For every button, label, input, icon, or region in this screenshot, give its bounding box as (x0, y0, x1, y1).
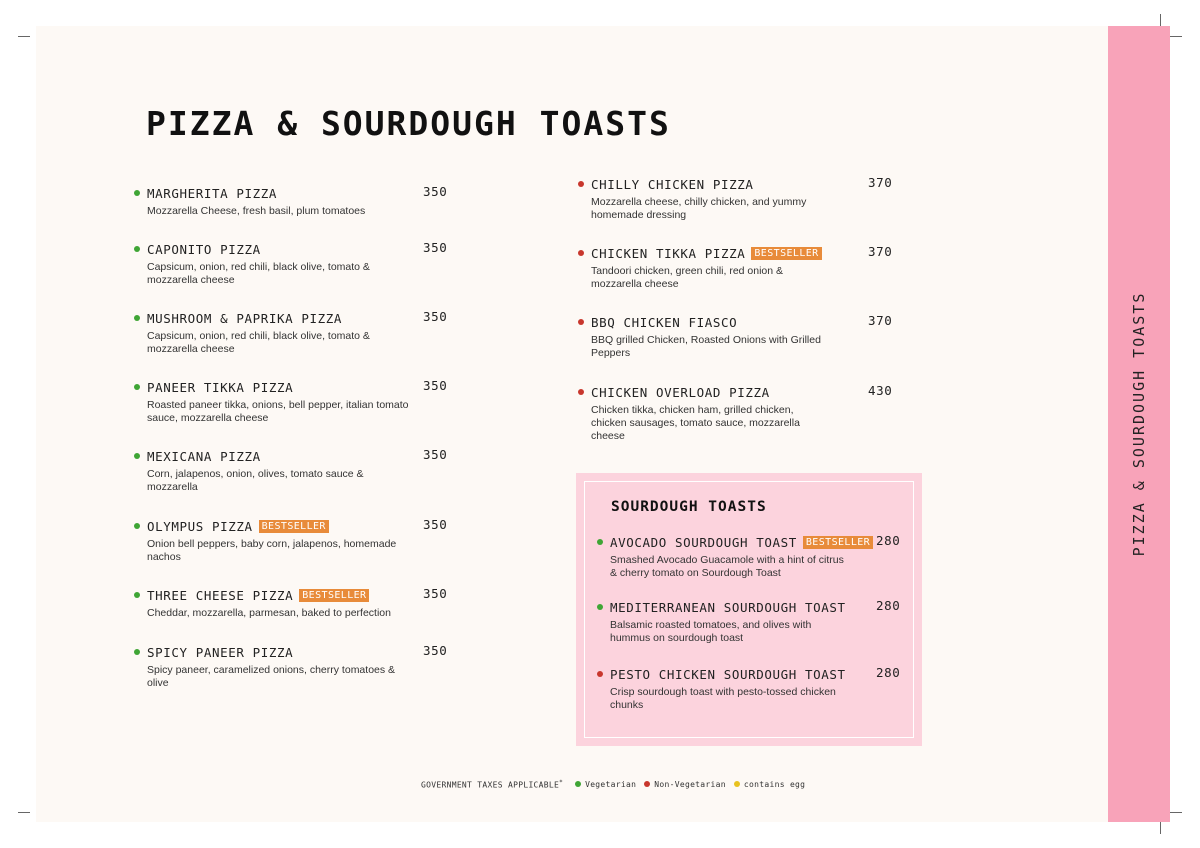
menu-item (578, 383, 898, 443)
menu-item-name: MEXICANA PIZZA (147, 448, 261, 464)
bestseller-badge: BESTSELLER (803, 536, 873, 549)
menu-item-name: AVOCADO SOURDOUGH TOAST (610, 534, 797, 550)
bestseller-badge: BESTSELLER (299, 589, 369, 602)
menu-item-price: 370 (868, 175, 893, 190)
menu-item (578, 175, 898, 222)
menu-item-header (578, 244, 898, 262)
taxes-note: GOVERNMENT TAXES APPLICABLE* (421, 779, 564, 790)
veg-dot-icon (597, 539, 603, 545)
menu-item-price: 280 (876, 598, 901, 613)
nonveg-dot-icon (578, 250, 584, 256)
menu-item-header (578, 313, 898, 331)
menu-item-description: Capsicum, onion, red chili, black olive, tomato & mozzarella cheese (147, 261, 370, 286)
menu-item-price: 350 (423, 643, 448, 658)
veg-dot-icon (134, 453, 140, 459)
menu-item-price: 430 (868, 383, 893, 398)
side-banner-label: PIZZA & SOURDOUGH TOASTS (1130, 291, 1148, 557)
menu-item-description: Chicken tikka, chicken ham, grilled chicken, chicken sausages, tomato sauce, mozzarella cheese (591, 404, 800, 442)
nonveg-dot-icon (578, 389, 584, 395)
legend-contains-egg: contains egg (734, 780, 805, 789)
menu-item-name: MEDITERRANEAN SOURDOUGH TOAST (610, 599, 846, 615)
menu-item (134, 184, 454, 218)
menu-item-header (134, 378, 454, 396)
menu-item-description: Spicy paneer, caramelized onions, cherry tomatoes & olive (147, 664, 396, 689)
menu-item (578, 313, 898, 360)
menu-item (134, 447, 454, 494)
menu-item-description: Mozzarella cheese, chilly chicken, and yummy homemade dressing (591, 196, 807, 221)
menu-item-price: 370 (868, 313, 893, 328)
veg-dot-icon (134, 246, 140, 252)
veg-dot-icon (134, 523, 140, 529)
menu-item-description: BBQ grilled Chicken, Roasted Onions with Grilled Peppers (591, 334, 821, 359)
veg-dot-icon (575, 781, 581, 787)
menu-item (134, 643, 454, 690)
menu-item-price: 350 (423, 378, 448, 393)
menu-item (578, 244, 898, 291)
menu-item-price: 350 (423, 240, 448, 255)
menu-item-name: PANEER TIKKA PIZZA (147, 379, 294, 395)
nonveg-dot-icon (578, 319, 584, 325)
menu-item (134, 517, 454, 564)
menu-item (134, 240, 454, 287)
crop-mark (1170, 36, 1182, 37)
crop-mark (1170, 812, 1182, 813)
menu-item-description: Onion bell peppers, baby corn, jalapenos, homemade nachos (147, 538, 397, 563)
veg-dot-icon (134, 384, 140, 390)
menu-item (134, 586, 454, 620)
menu-item-header (597, 665, 903, 683)
menu-item-price: 350 (423, 309, 448, 324)
menu-item-description: Crisp sourdough toast with pesto-tossed chicken chunks (610, 686, 836, 711)
menu-item-description: Capsicum, onion, red chili, black olive, tomato & mozzarella cheese (147, 330, 370, 355)
menu-item-price: 350 (423, 447, 448, 462)
sourdough-toasts-title: SOURDOUGH TOASTS (611, 499, 767, 515)
legend-vegetarian: Vegetarian (575, 780, 636, 789)
menu-item (597, 598, 903, 645)
menu-item (134, 309, 454, 356)
menu-item-name: BBQ CHICKEN FIASCO (591, 314, 738, 330)
menu-item-description: Corn, jalapenos, onion, olives, tomato sauce & mozzarella (147, 468, 364, 493)
menu-item-name: PESTO CHICKEN SOURDOUGH TOAST (610, 666, 846, 682)
menu-item-description: Cheddar, mozzarella, parmesan, baked to perfection (147, 607, 391, 619)
menu-item-description: Tandoori chicken, green chili, red onion & mozzarella cheese (591, 265, 784, 290)
bestseller-badge: BESTSELLER (259, 520, 329, 533)
menu-item-name: MARGHERITA PIZZA (147, 185, 278, 201)
menu-item-description: Roasted paneer tikka, onions, bell pepper, italian tomato sauce, mozzarella cheese (147, 399, 409, 424)
bestseller-badge: BESTSELLER (751, 247, 821, 260)
menu-item-header (134, 447, 454, 465)
crop-mark (1160, 14, 1161, 26)
crop-mark (18, 812, 30, 813)
menu-item-name: CHILLY CHICKEN PIZZA (591, 176, 754, 192)
menu-item-price: 280 (876, 533, 901, 548)
menu-item-name: OLYMPUS PIZZA (147, 518, 253, 534)
menu-item-price: 350 (423, 184, 448, 199)
menu-item-header (134, 240, 454, 258)
crop-mark (18, 36, 30, 37)
veg-dot-icon (134, 315, 140, 321)
menu-item-name: MUSHROOM & PAPRIKA PIZZA (147, 310, 343, 326)
veg-dot-icon (134, 649, 140, 655)
crop-mark (1160, 822, 1161, 834)
menu-item-description: Balsamic roasted tomatoes, and olives with hummus on sourdough toast (610, 619, 812, 644)
menu-item-header (578, 175, 898, 193)
menu-item (597, 533, 903, 580)
menu-item-name: SPICY PANEER PIZZA (147, 644, 294, 660)
menu-item-name: CAPONITO PIZZA (147, 241, 261, 257)
menu-item-header (134, 643, 454, 661)
legend-non-vegetarian: Non-Vegetarian (644, 780, 726, 789)
menu-item-header (134, 184, 454, 202)
menu-item (597, 665, 903, 712)
menu-item-header (134, 309, 454, 327)
menu-item-description: Smashed Avocado Guacamole with a hint of citrus & cherry tomato on Sourdough Toast (610, 554, 844, 579)
menu-item-name: THREE CHEESE PIZZA (147, 587, 294, 603)
footer-legend (421, 779, 805, 790)
menu-item-description: Mozzarella Cheese, fresh basil, plum tomatoes (147, 205, 366, 217)
menu-item-header (134, 517, 454, 535)
menu-item-header (597, 533, 903, 551)
side-banner (1108, 26, 1170, 822)
veg-dot-icon (134, 190, 140, 196)
menu-item-header (578, 383, 898, 401)
menu-item-price: 280 (876, 665, 901, 680)
menu-item-header (597, 598, 903, 616)
egg-dot-icon (734, 781, 740, 787)
nonveg-dot-icon (644, 781, 650, 787)
menu-item-price: 350 (423, 586, 448, 601)
menu-item-name: CHICKEN TIKKA PIZZA (591, 245, 746, 261)
nonveg-dot-icon (578, 181, 584, 187)
page-title: PIZZA & SOURDOUGH TOASTS (146, 104, 671, 143)
menu-item-name: CHICKEN OVERLOAD PIZZA (591, 384, 770, 400)
nonveg-dot-icon (597, 671, 603, 677)
menu-item (134, 378, 454, 425)
veg-dot-icon (134, 592, 140, 598)
menu-item-price: 370 (868, 244, 893, 259)
menu-item-header (134, 586, 454, 604)
menu-item-price: 350 (423, 517, 448, 532)
veg-dot-icon (597, 604, 603, 610)
